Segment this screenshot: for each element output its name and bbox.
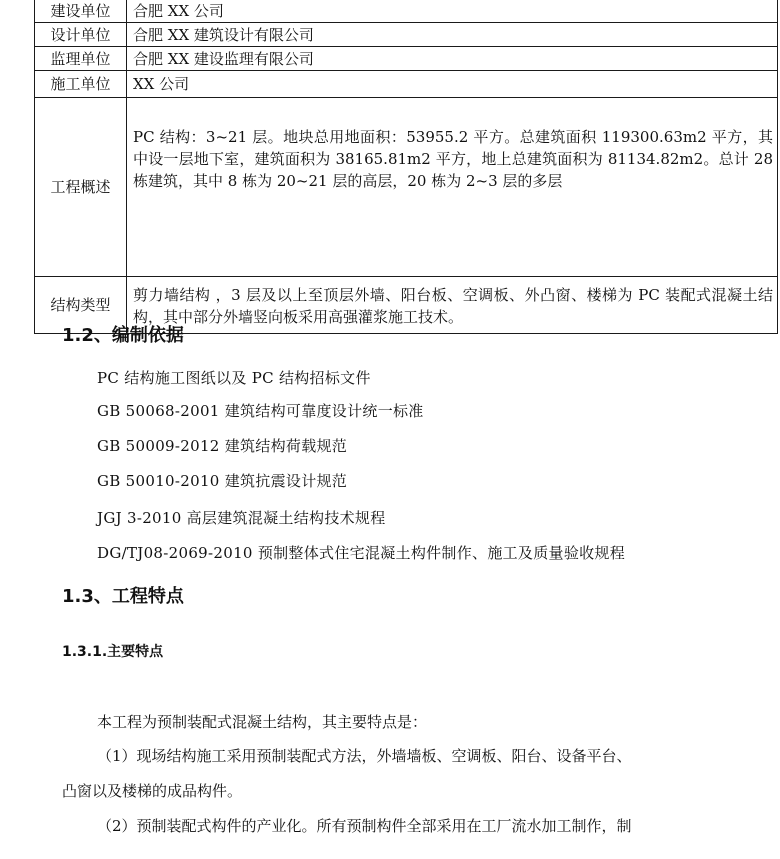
table-row bbox=[35, 0, 778, 23]
list-item: JGJ 3-2010 高层建筑混凝土结构技术规程 bbox=[97, 509, 386, 527]
paragraph-intro: 本工程为预制装配式混凝土结构，其主要特点是： bbox=[97, 713, 428, 731]
row-label: 施工单位 bbox=[35, 71, 127, 98]
list-item: DG/TJ08-2069-2010 预制整体式住宅混凝土构件制作、施工及质量验收规程 bbox=[97, 544, 626, 562]
list-item: GB 50010-2010 建筑抗震设计规范 bbox=[97, 472, 348, 490]
paragraph-point1: （1）现场结构施工采用预制装配式方法，外墙墙板、空调板、阳台、设备平台、 bbox=[97, 747, 632, 765]
table-row bbox=[35, 47, 778, 71]
row-label: 建设单位 bbox=[35, 0, 127, 23]
paragraph-point2: （2）预制装配式构件的产业化。所有预制构件全部采用在工厂流水加工制作，制 bbox=[97, 817, 632, 835]
row-label: 工程概述 bbox=[35, 98, 127, 277]
row-value: 剪力墙结构 ，3 层及以上至顶层外墙、阳台板、空调板、外凸窗、楼梯为 PC 装配式混凝土结构，其中部分外墙竖向板采用高强灌浆施工技术。 bbox=[127, 277, 778, 334]
subsection-heading: 1.3.1.主要特点 bbox=[62, 644, 164, 660]
list-item: PC 结构施工图纸以及 PC 结构招标文件 bbox=[97, 369, 371, 387]
paragraph-point1-cont: 凸窗以及楼梯的成品构件。 bbox=[62, 782, 243, 800]
row-label: 设计单位 bbox=[35, 23, 127, 47]
section-heading-basis: 1.2、编制依据 bbox=[62, 325, 184, 346]
table-row bbox=[35, 23, 778, 47]
row-label: 结构类型 bbox=[35, 277, 127, 334]
table-row bbox=[35, 71, 778, 98]
list-item: GB 50068-2001 建筑结构可靠度设计统一标准 bbox=[97, 402, 424, 420]
row-value: PC 结构：3~21 层。地块总用地面积：53955.2 平方。总建筑面积 119300.63m2 平方，其中设一层地下室，建筑面积为 38165.81m2 平方，地上总建筑面积为 81134.82m2。总计 28 栋建筑，其中 8 栋为 20~21 层的高层，20 栋为 2~3 层的多层 bbox=[127, 98, 778, 277]
row-label: 监理单位 bbox=[35, 47, 127, 71]
project-info-table bbox=[34, 0, 778, 334]
row-value: 合肥 XX 建筑设计有限公司 bbox=[127, 23, 778, 47]
row-value: 合肥 XX 建设监理有限公司 bbox=[127, 47, 778, 71]
row-value: 合肥 XX 公司 bbox=[127, 0, 778, 23]
row-value: XX 公司 bbox=[127, 71, 778, 98]
section-heading-features: 1.3、工程特点 bbox=[62, 586, 184, 607]
table-row bbox=[35, 98, 778, 277]
list-item: GB 50009-2012 建筑结构荷载规范 bbox=[97, 437, 348, 455]
